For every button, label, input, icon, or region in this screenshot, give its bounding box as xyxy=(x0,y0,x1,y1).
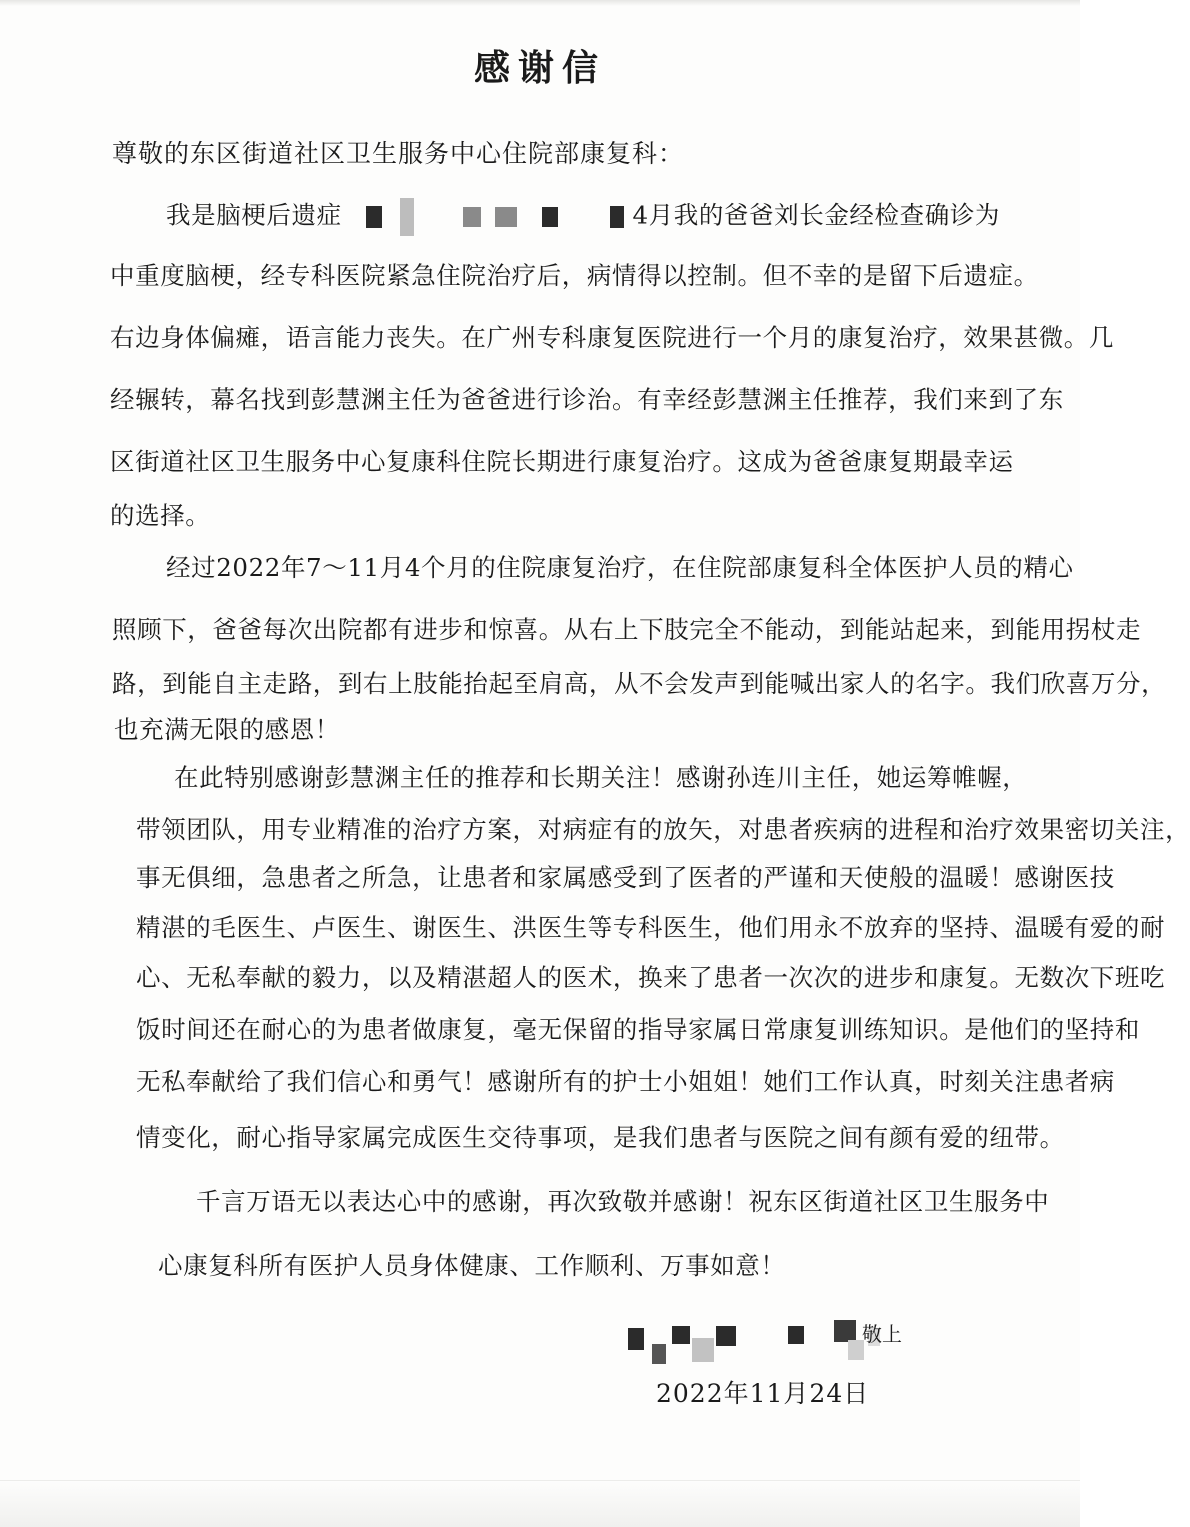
body-line: 区街道社区卫生服务中心复康科住院长期进行康复治疗。这成为爸爸康复期最幸运 xyxy=(110,447,1014,476)
scan-bottom-edge xyxy=(0,1480,1080,1527)
body-line: 精湛的毛医生、卢医生、谢医生、洪医生等专科医生，他们用永不放弃的坚持、温暖有爱的耐 xyxy=(136,913,1166,942)
body-line: 事无俱细，急患者之所急，让患者和家属感受到了医者的严谨和天使般的温暖！感谢医技 xyxy=(136,863,1115,892)
redaction-block xyxy=(366,206,382,228)
redaction-block xyxy=(495,207,517,227)
body-line: 心、无私奉献的毅力，以及精湛超人的医术，换来了患者一次次的进步和康复。无数次下班吃 xyxy=(136,963,1166,992)
body-line: 情变化，耐心指导家属完成医生交待事项，是我们患者与医院之间有颜有爱的纽带。 xyxy=(136,1123,1065,1152)
salutation: 尊敬的东区街道社区卫生服务中心住院部康复科： xyxy=(112,139,685,168)
body-line: 在此特别感谢彭慧渊主任的推荐和长期关注！感谢孙连川主任，她运筹帷幄， xyxy=(174,763,1028,792)
redaction-block xyxy=(610,206,624,228)
body-line: 带领团队，用专业精准的治疗方案，对病症有的放矢，对患者疾病的进程和治疗效果密切关注， xyxy=(136,815,1190,844)
body-line-text: 我是脑梗后遗症 xyxy=(166,200,342,230)
redaction-block xyxy=(463,207,481,227)
letter-date: 2022年11月24日 xyxy=(656,1379,870,1408)
body-line: 心康复科所有医护人员身体健康、工作顺利、万事如意！ xyxy=(158,1251,786,1280)
body-line: 无私奉献给了我们信心和勇气！感谢所有的护士小姐姐！她们工作认真，时刻关注患者病 xyxy=(136,1067,1115,1096)
body-line: 千言万语无以表达心中的感谢，再次致敬并感谢！祝东区街道社区卫生服务中 xyxy=(196,1187,1050,1216)
body-line-text: 4月我的爸爸刘长金经检查确诊为 xyxy=(632,200,1001,230)
body-line: 经辗转，幕名找到彭慧渊主任为爸爸进行诊治。有幸经彭慧渊主任推荐，我们来到了东 xyxy=(110,385,1064,414)
body-line xyxy=(166,198,1000,236)
body-line: 路，到能自主走路，到右上肢能抬起至肩高，从不会发声到能喊出家人的名字。我们欣喜万分， xyxy=(112,669,1167,698)
scan-top-edge xyxy=(0,0,1080,6)
body-line: 饭时间还在耐心的为患者做康复，毫无保留的指导家属日常康复训练知识。是他们的坚持和 xyxy=(136,1015,1140,1044)
redaction-block xyxy=(542,207,558,227)
body-line: 的选择。 xyxy=(110,501,211,530)
body-line: 照顾下，爸爸每次出院都有进步和惊喜。从右上下肢完全不能动，到能站起来，到能用拐杖走 xyxy=(112,615,1142,644)
signature: 敬上 xyxy=(862,1322,902,1346)
letter-title: 感谢信 xyxy=(473,47,606,89)
body-line: 右边身体偏瘫，语言能力丧失。在广州专科康复医院进行一个月的康复治疗，效果甚微。几 xyxy=(110,323,1114,352)
body-line: 经过2022年7～11月4个月的住院康复治疗，在住院部康复科全体医护人员的精心 xyxy=(166,553,1074,582)
body-line: 也充满无限的感恩！ xyxy=(114,715,340,744)
redaction-block xyxy=(400,198,414,236)
body-line: 中重度脑梗，经专科医院紧急住院治疗后，病情得以控制。但不幸的是留下后遗症。 xyxy=(110,261,1039,290)
